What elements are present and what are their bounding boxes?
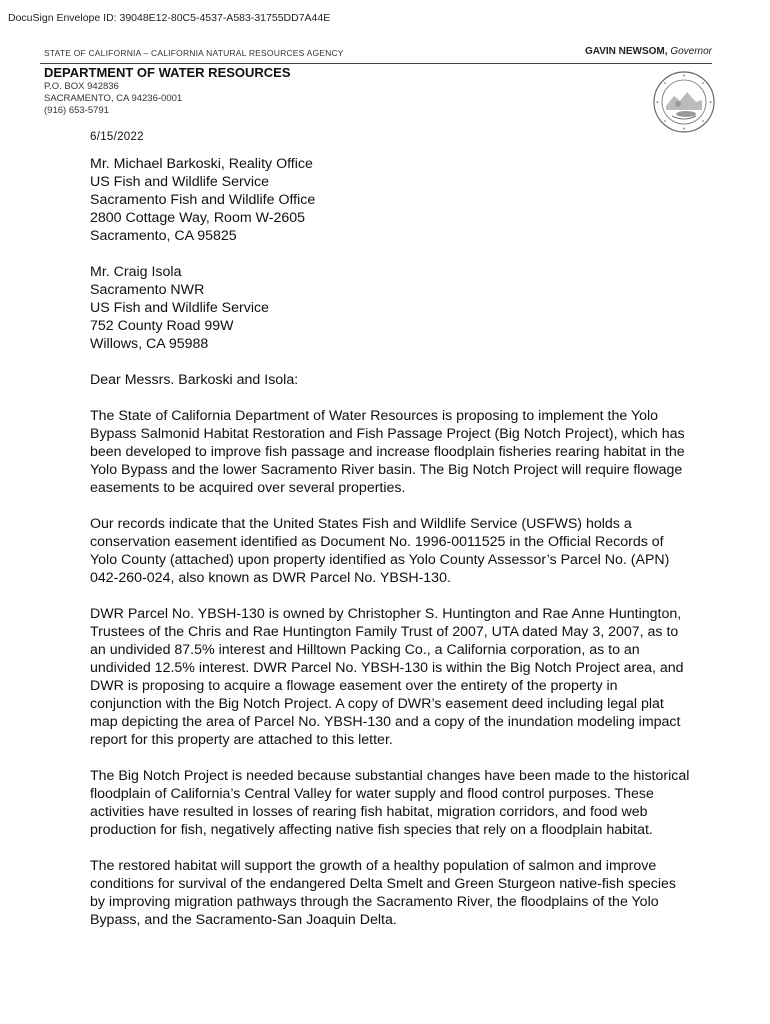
recipient-address-2 <box>90 263 690 353</box>
recipient-address-1 <box>90 155 690 245</box>
state-seal-icon <box>652 70 716 134</box>
governor-line <box>585 46 712 57</box>
address-line: Mr. Craig Isola <box>90 264 182 280</box>
header-rule <box>40 63 712 64</box>
governor-name: GAVIN NEWSOM, <box>584 46 668 57</box>
agency-line: STATE OF CALIFORNIA – CALIFORNIA NATURAL RESOURCES AGENCY <box>44 48 344 58</box>
department-address <box>44 81 182 117</box>
address-line: P.O. BOX 942836 <box>44 81 119 92</box>
address-line: Sacramento NWR <box>90 282 205 298</box>
address-line: Mr. Michael Barkoski, Reality Office <box>90 156 313 172</box>
address-line: Willows, CA 95988 <box>90 336 209 352</box>
paragraph: The Big Notch Project is needed because substantial changes have been made to the historical floodplain of California’s Central Valley for water supply and flood control purposes. These activities have resulted in losses of rearing fish habitat, migration corridors, and food web production for fish, negatively affecting native fish species that rely on a floodplain habitat. <box>90 768 690 838</box>
docusign-envelope-id: DocuSign Envelope ID: 39048E12-80C5-4537-A583-31755DD7A44E <box>8 12 331 24</box>
address-line: Sacramento, CA 95825 <box>90 228 237 244</box>
address-line: 752 County Road 99W <box>90 318 234 334</box>
department-name: DEPARTMENT OF WATER RESOURCES <box>44 65 291 80</box>
address-line: US Fish and Wildlife Service <box>90 300 269 316</box>
paragraph: The restored habitat will support the growth of a healthy population of salmon and improve conditions for survival of the endangered Delta Smelt and Green Sturgeon native-fish species by improving migration pathways through the Sacramento River, the floodplains of the Yolo Bypass, and the Sacramento-San Joaquin Delta. <box>90 858 676 928</box>
governor-title: Governor <box>670 46 712 57</box>
letter-date: 6/15/2022 <box>90 131 144 143</box>
paragraph: DWR Parcel No. YBSH-130 is owned by Christopher S. Huntington and Rae Anne Huntington, Trustees of the Chris and Rae Huntington Family Trust of 2007, UTA dated May 3, 2007, as to an undivided 87.5% interest and Hilltown Packing Co., a California corporation, as to an undivided 12.5% interest. DWR Parcel No. YBSH-130 is within the Big Notch Project area, and DWR is proposing to acquire a flowage easement over the entirety of the property in conjunction with the Big Notch Project. A copy of DWR’s easement deed including legal plat map depicting the area of Parcel No. YBSH-130 and a copy of the inundation modeling impact report for this property are attached to this letter. <box>90 606 684 748</box>
address-line: SACRAMENTO, CA 94236-0001 <box>44 93 183 104</box>
salutation: Dear Messrs. Barkoski and Isola: <box>90 372 299 388</box>
paragraph: The State of California Department of Water Resources is proposing to implement the Yolo Bypass Salmonid Habitat Restoration and Fish Passage Project (Big Notch Project), which has been developed to improve fish passage and increase floodplain fisheries rearing habitat in the Yolo Bypass and the lower Sacramento River basin. The Big Notch Project will require flowage easements to be acquired over several properties. <box>90 408 685 496</box>
address-line: Sacramento Fish and Wildlife Office <box>90 192 316 208</box>
letter-body <box>90 155 690 947</box>
address-line: US Fish and Wildlife Service <box>90 174 269 190</box>
paragraph: Our records indicate that the United States Fish and Wildlife Service (USFWS) holds a conservation easement identified as Document No. 1996-0011525 in the Official Records of Yolo County (attached) upon property identified as Yolo County Assessor’s Parcel No. (APN) 042-260-024, also known as DWR Parcel No. YBSH-130. <box>90 516 670 586</box>
address-line: 2800 Cottage Way, Room W-2605 <box>90 210 306 226</box>
address-line: (916) 653-5791 <box>44 105 109 116</box>
